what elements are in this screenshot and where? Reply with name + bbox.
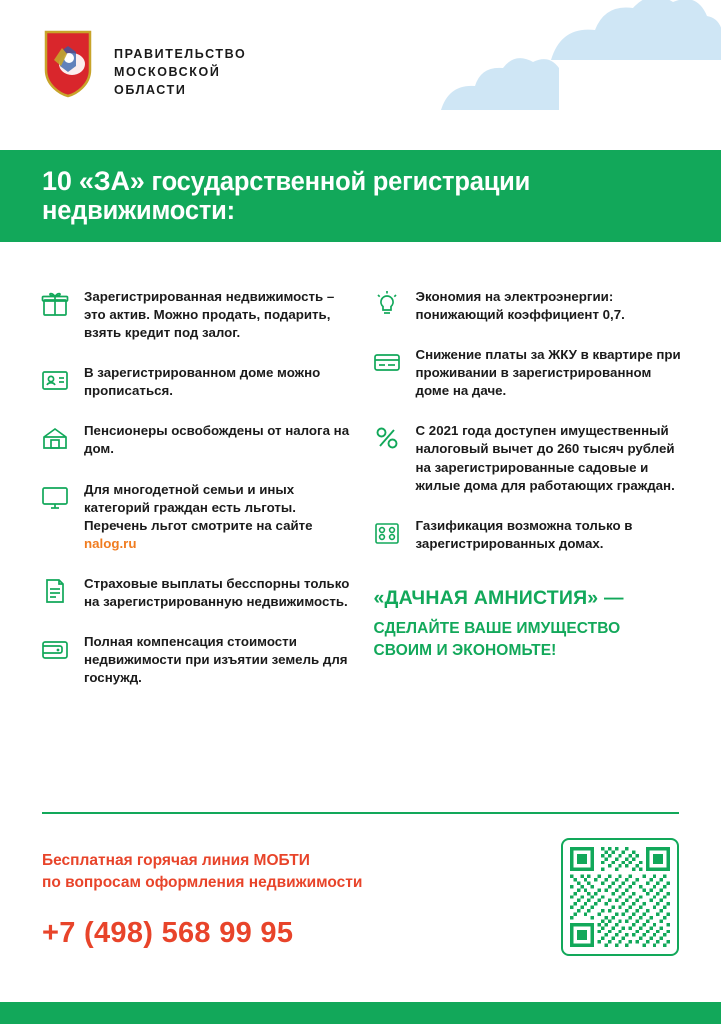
gov-line-3: ОБЛАСТИ: [114, 82, 187, 97]
footer: [0, 834, 721, 956]
list-item-text: Пенсионеры освобождены от налога на дом.: [84, 423, 350, 457]
document-icon: [40, 576, 70, 606]
gas-icon: [372, 518, 402, 548]
list-item-text: Зарегистрированная недвижимость – это актив. Можно продать, подарить, взять кредит под залог.: [84, 289, 335, 341]
dacha-amnesty-block: [372, 587, 682, 663]
title-number: 10 «ЗА»: [42, 166, 145, 196]
header: [0, 0, 721, 150]
hotline-block: [42, 834, 362, 950]
percent-icon: [372, 423, 402, 453]
list-item-text: В зарегистрированном доме можно прописаться.: [84, 365, 321, 399]
list-item-text: Полная компенсация стоимости недвижимости при изъятии земель для госнужд.: [84, 634, 348, 686]
list-item: [40, 422, 350, 458]
hotline-line-1: Бесплатная горячая линия МОБТИ: [42, 852, 310, 869]
list-item-text: Снижение платы за ЖКУ в квартире при проживании в зарегистрированном доме на даче.: [415, 347, 681, 399]
list-item: [372, 517, 682, 553]
gift-icon: [40, 289, 70, 319]
nalog-link[interactable]: nalog.ru: [84, 535, 137, 551]
qr-code-image: [570, 847, 670, 947]
right-column: [372, 288, 682, 709]
dacha-subline: СДЕЛАЙТЕ ВАШЕ ИМУЩЕСТВО СВОИМ И ЭКОНОМЬТЕ!: [373, 619, 621, 660]
qr-code[interactable]: [561, 838, 679, 956]
list-item: [40, 633, 350, 687]
title-rest: государственной регистрации недвижимости:: [42, 168, 531, 225]
gov-line-2: МОСКОВСКОЙ: [114, 64, 221, 79]
hotline-phone[interactable]: +7 (498) 568 99 95: [42, 916, 294, 949]
lightbulb-icon: [372, 289, 402, 319]
id-card-icon: [40, 365, 70, 395]
title-band: [0, 150, 721, 242]
hotline-line-2: по вопросам оформления недвижимости: [42, 874, 363, 892]
left-column: [40, 288, 350, 709]
gov-line-1: ПРАВИТЕЛЬСТВО: [114, 47, 247, 61]
list-item-text: Экономия на электроэнергии: понижающий коэффициент 0,7.: [415, 289, 625, 323]
list-item: [372, 346, 682, 400]
list-item: [372, 422, 682, 494]
wallet-icon: [40, 634, 70, 664]
payment-card-icon: [372, 347, 402, 377]
list-item: [40, 481, 350, 553]
footer-divider: [42, 812, 679, 814]
list-item-text: Страховые выплаты бесспорны только на зарегистрированную недвижимость.: [84, 575, 350, 609]
list-item-text: [84, 481, 350, 553]
bottom-green-band: [0, 1002, 721, 1024]
list-item: [372, 288, 682, 324]
house-icon: [40, 423, 70, 453]
list-item-text-main: Для многодетной семьи и иных категорий граждан есть льготы. Перечень льгот смотрите на сайте: [84, 481, 313, 533]
list-item: [40, 288, 350, 342]
list-item: [40, 364, 350, 400]
government-title: [114, 46, 246, 99]
page-title: [42, 166, 679, 226]
monitor-icon: [40, 482, 70, 512]
list-item-text: С 2021 года доступен имущественный налоговый вычет до 260 тысяч рублей на зарегистрированные садовые и жилые дома для работающих граждан.: [415, 423, 675, 493]
list-item: [40, 575, 350, 611]
dacha-headline: «ДАЧНАЯ АМНИСТИЯ» —: [373, 586, 624, 609]
list-item-text: Газификация возможна только в зарегистрированных домах.: [415, 517, 633, 551]
moscow-region-coat-of-arms-icon: [42, 30, 94, 98]
content: [0, 242, 721, 709]
